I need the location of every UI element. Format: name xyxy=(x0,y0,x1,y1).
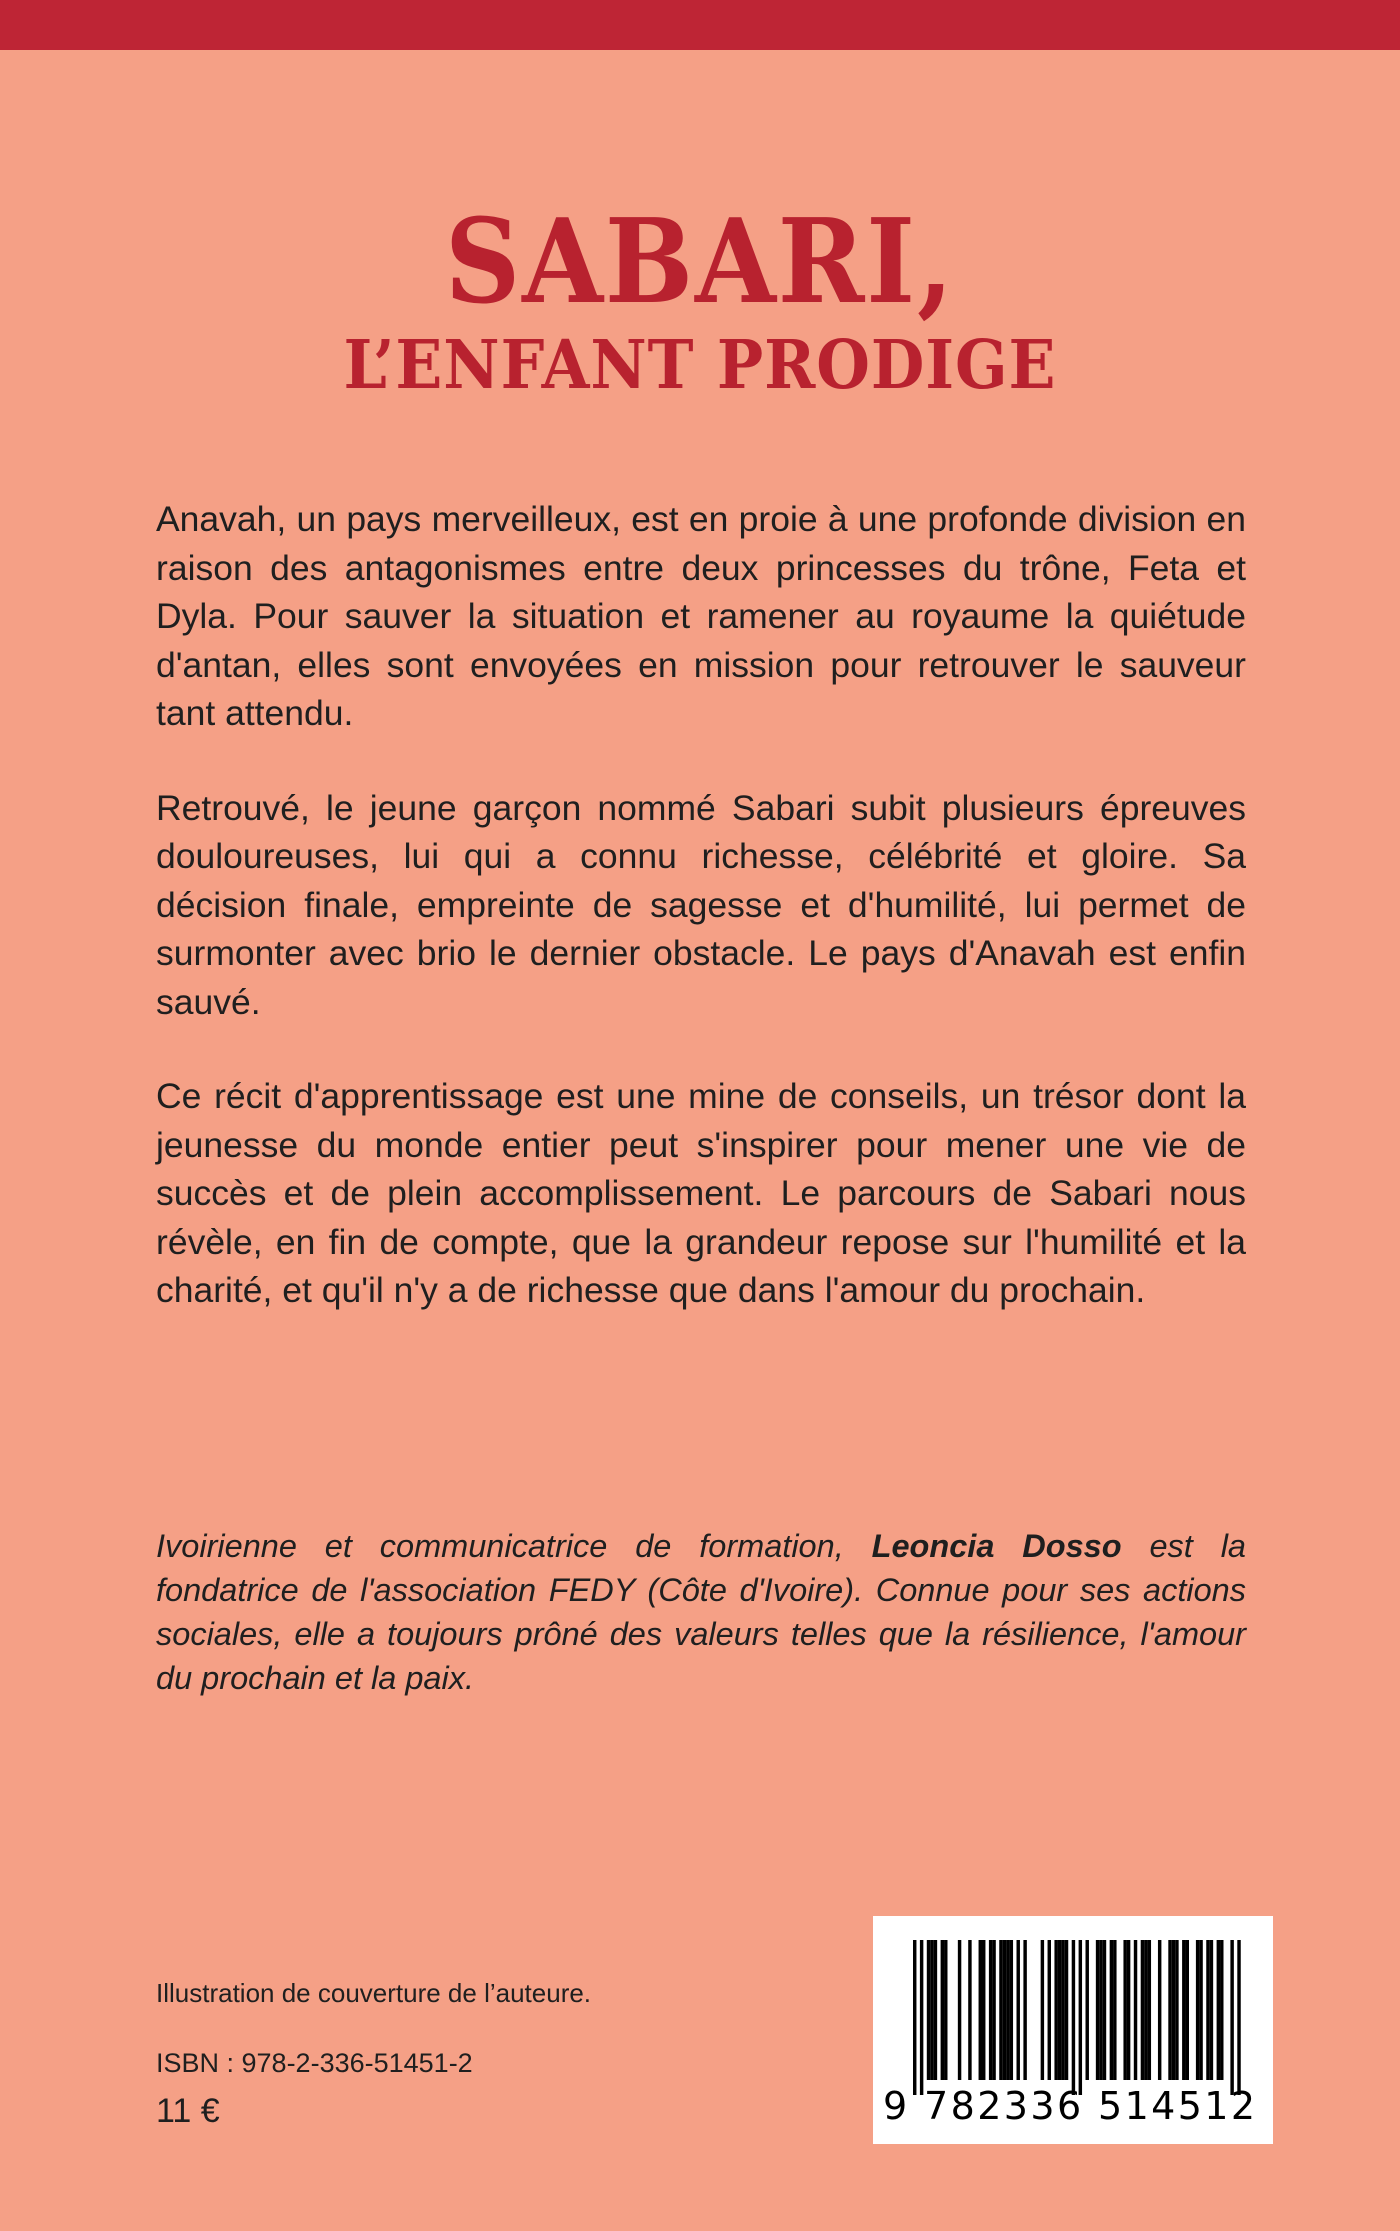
barcode-bar xyxy=(1220,1940,1223,2080)
barcode-bar xyxy=(1148,1940,1151,2080)
barcode-bar xyxy=(920,1940,923,2095)
barcode-bar xyxy=(1065,1940,1068,2080)
barcode-bar xyxy=(1217,1940,1220,2080)
barcode-bar xyxy=(1103,1940,1106,2080)
barcode-bar xyxy=(1168,1940,1171,2080)
author-bio xyxy=(156,1524,1246,1700)
book-subtitle: L’ENFANT PRODIGE xyxy=(343,325,1057,404)
barcode-bar xyxy=(1175,1940,1178,2080)
barcode-bar xyxy=(1099,1940,1102,2080)
barcode-bar xyxy=(999,1940,1002,2080)
barcode-bar xyxy=(1006,1940,1009,2080)
barcode-bar xyxy=(1023,1940,1026,2080)
barcode-bar xyxy=(1141,1940,1144,2080)
barcode-bar xyxy=(1072,1940,1075,2095)
barcode-bar xyxy=(1113,1940,1116,2080)
barcode-bar xyxy=(992,1940,995,2080)
barcode-bar xyxy=(1048,1940,1051,2080)
barcode-bar xyxy=(1230,1940,1233,2095)
barcode-bar xyxy=(1096,1940,1099,2080)
barcode-bar xyxy=(1123,1940,1126,2080)
barcode-bar xyxy=(1017,1940,1020,2080)
synopsis-paragraph-1: Anavah, un pays merveilleux, est en proie à une profonde division en raison des antagonismes entre deux princesses du trône, Feta et Dyla. Pour sauver la situation et ramener au royaume la quiétude d'antan, elles sont envoyées en mission pour retrouver le sauveur tant attendu. xyxy=(156,499,1246,733)
barcode-bar xyxy=(1210,1940,1213,2080)
barcode-bar xyxy=(1110,1940,1113,2080)
barcode-bar xyxy=(1158,1940,1161,2080)
barcode-bar xyxy=(941,1940,944,2080)
top-color-band xyxy=(0,0,1400,50)
barcode-bar xyxy=(1086,1940,1089,2080)
barcode-bar xyxy=(989,1940,992,2080)
synopsis xyxy=(156,495,1246,1361)
barcode-bar xyxy=(1134,1940,1137,2080)
barcode-bar xyxy=(979,1940,982,2080)
barcode-bar xyxy=(930,1940,933,2080)
author-name: Leoncia Dosso xyxy=(871,1528,1122,1564)
barcode-bar xyxy=(958,1940,961,2080)
barcode-bar xyxy=(1079,1940,1082,2095)
barcode-bar xyxy=(913,1940,916,2095)
barcode-bar xyxy=(1003,1940,1006,2080)
barcode-bar xyxy=(927,1940,930,2080)
barcode-bar xyxy=(1144,1940,1147,2080)
barcode-digits: 9 782336 514512 xyxy=(883,2084,1258,2128)
title-block xyxy=(0,194,1400,405)
author-bio-rest: est la fondatrice de l'association FEDY (Côte d'Ivoire). Connue pour ses actions sociales, elle a toujours prôné des valeurs telles que la résilience, l'amour du prochain et la paix. xyxy=(156,1528,1246,1696)
barcode-bar xyxy=(982,1940,985,2080)
barcode-bar xyxy=(1172,1940,1175,2080)
barcode-bar xyxy=(934,1940,937,2080)
barcode-bar xyxy=(1237,1940,1240,2095)
barcode-bar xyxy=(1182,1940,1185,2080)
barcode-bar xyxy=(1196,1940,1199,2080)
isbn: ISBN : 978-2-336-51451-2 xyxy=(156,2048,473,2078)
barcode-bar xyxy=(1041,1940,1044,2080)
illustration-credit: Illustration de couverture de l’auteure. xyxy=(156,1978,592,2008)
barcode xyxy=(873,1916,1273,2144)
barcode-bar xyxy=(944,1940,947,2080)
price: 11 € xyxy=(156,2092,220,2130)
barcode-bar xyxy=(1199,1940,1202,2080)
synopsis-paragraph-3: Ce récit d'apprentissage est une mine de conseils, un trésor dont la jeunesse du monde entier peut s'inspirer pour mener une vie de succès et de plein accomplissement. Le parcours de Sabari nous révèle, en fin de compte, que la grandeur repose sur l'humilité et la charité, et qu'il n'y a de richesse que dans l'amour du prochain. xyxy=(156,1076,1246,1310)
barcode-bar xyxy=(1058,1940,1061,2080)
book-title: SABARI, xyxy=(444,194,956,330)
barcode-bar xyxy=(1054,1940,1057,2080)
barcode-bar xyxy=(1010,1940,1013,2080)
barcode-bar xyxy=(1127,1940,1130,2080)
barcode-bar xyxy=(968,1940,971,2080)
barcode-bar xyxy=(1206,1940,1209,2080)
barcode-bar xyxy=(1186,1940,1189,2080)
barcode-bar xyxy=(1061,1940,1064,2080)
author-bio-intro: Ivoirienne et communicatrice de formation, xyxy=(156,1528,872,1564)
synopsis-paragraph-2: Retrouvé, le jeune garçon nommé Sabari subit plusieurs épreuves douloureuses, lui qui a connu richesse, célébrité et gloire. Sa décision finale, empreinte de sagesse et d'humilité, lui permet de surmonter avec brio le dernier obstacle. Le pays d'Anavah est enfin sauvé. xyxy=(156,787,1246,1022)
